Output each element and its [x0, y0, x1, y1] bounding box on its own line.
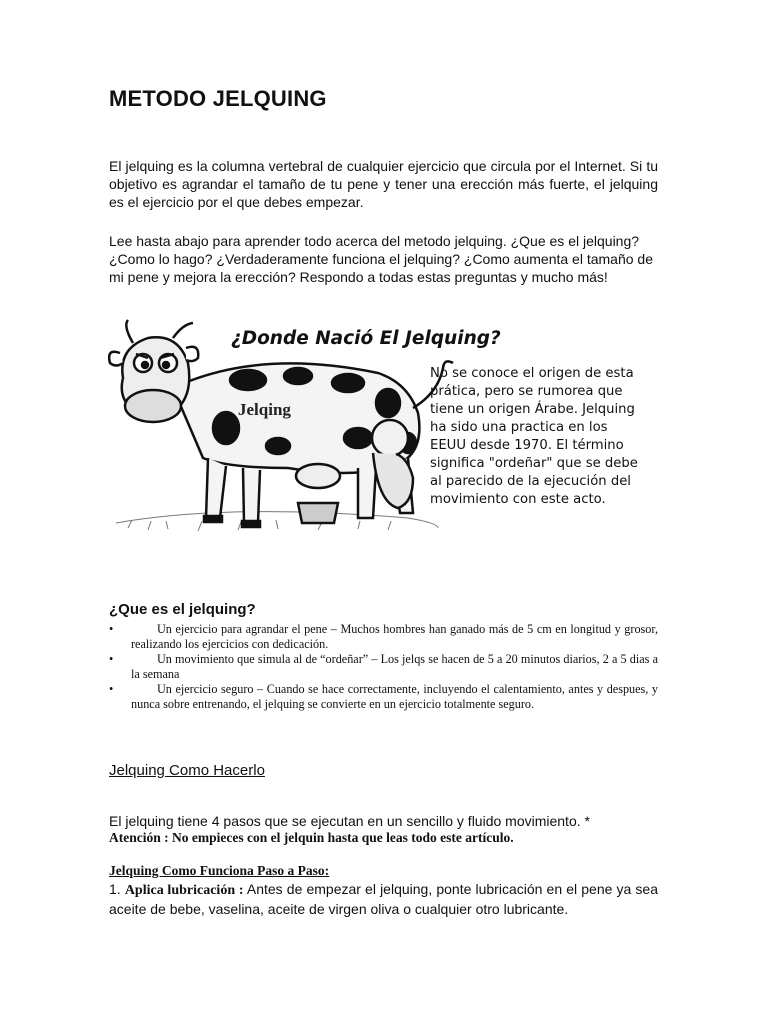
- definition-list: [109, 622, 658, 712]
- caption-line: al parecido de la ejecución del: [430, 474, 631, 489]
- list-item-text: Un movimiento que simula al de “ordeñar” – Los jelqs se hacen de 5 a 20 minutos diarios, 2 a 5 dias a la semana: [131, 652, 658, 681]
- list-item: [109, 682, 658, 712]
- caption-line: EEUU desde 1970. El término: [430, 438, 624, 453]
- step-1-paragraph: [109, 880, 658, 918]
- step-text: Antes de empezar el jelquing, ponte lubricación en el pene ya sea aceite de bebe, vaselina, aceite de virgen oliva o cualquier otro lubricante.: [109, 881, 658, 917]
- steps-subheading: Jelquing Como Funciona Paso a Paso:: [109, 863, 330, 878]
- cow-illustration: [108, 318, 674, 540]
- cow-label: Jelqing: [238, 400, 291, 419]
- caption-line: tiene un origen Árabe. Jelquing: [430, 402, 635, 417]
- section-heading-how-to: Jelquing Como Hacerlo: [109, 762, 265, 779]
- step-number: 1.: [109, 881, 121, 897]
- caption-line: No se conoce el origen de esta: [430, 366, 634, 381]
- figure-caption: [430, 366, 638, 507]
- bullet-icon: •: [109, 652, 114, 666]
- second-paragraph: Lee hasta abajo para aprender todo acerca del metodo jelquing. ¿Que es el jelquing? ¿Como lo hago? ¿Verdaderamente funciona el jelquing? ¿Como aumenta el tamaño de mi pene y mejora la erección? Respondo a todas estas preguntas y mucho más!: [109, 233, 653, 285]
- list-item: [109, 652, 658, 682]
- list-item-text: Un ejercicio seguro – Cuando se hace correctamente, incluyendo el calentamiento, antes y despues, y nunca sobre entrenando, el jelquing se convierte en un ejercicio totalmente seguro.: [131, 682, 658, 711]
- cow-body: [109, 320, 453, 527]
- grass-ground: [116, 512, 438, 531]
- list-item-text: Un ejercicio para agrandar el pene – Muchos hombres han ganado más de 5 cm en longitud y grosor, realizando los ejercicios con dedicación.: [131, 622, 658, 651]
- section-heading-what-is: ¿Que es el jelquing?: [109, 601, 256, 618]
- attention-note: Atención : No empieces con el jelquin hasta que leas todo este artículo.: [109, 830, 514, 845]
- figure-heading: ¿Donde Nació El Jelquing?: [231, 328, 501, 349]
- step-title: Aplica lubricación :: [124, 883, 244, 898]
- intro-paragraph: El jelquing es la columna vertebral de cualquier ejercicio que circula por el Internet. Si tu objetivo es agrandar el tamaño de tu pene y tener una erección más fuerte, el jelquing es el ejercicio por el que debes empezar.: [109, 158, 658, 210]
- page-title: METODO JELQUING: [109, 86, 327, 111]
- caption-line: movimiento con este acto.: [430, 492, 606, 507]
- caption-line: ha sido una practica en los: [430, 420, 608, 435]
- list-item: [109, 622, 658, 652]
- bullet-icon: •: [109, 622, 114, 636]
- caption-line: prática, pero se rumorea que: [430, 384, 623, 399]
- caption-line: significa "ordeñar" que se debe: [430, 456, 638, 471]
- bullet-icon: •: [109, 682, 114, 696]
- steps-paragraph: El jelquing tiene 4 pasos que se ejecutan en un sencillo y fluido movimiento. *: [109, 813, 590, 829]
